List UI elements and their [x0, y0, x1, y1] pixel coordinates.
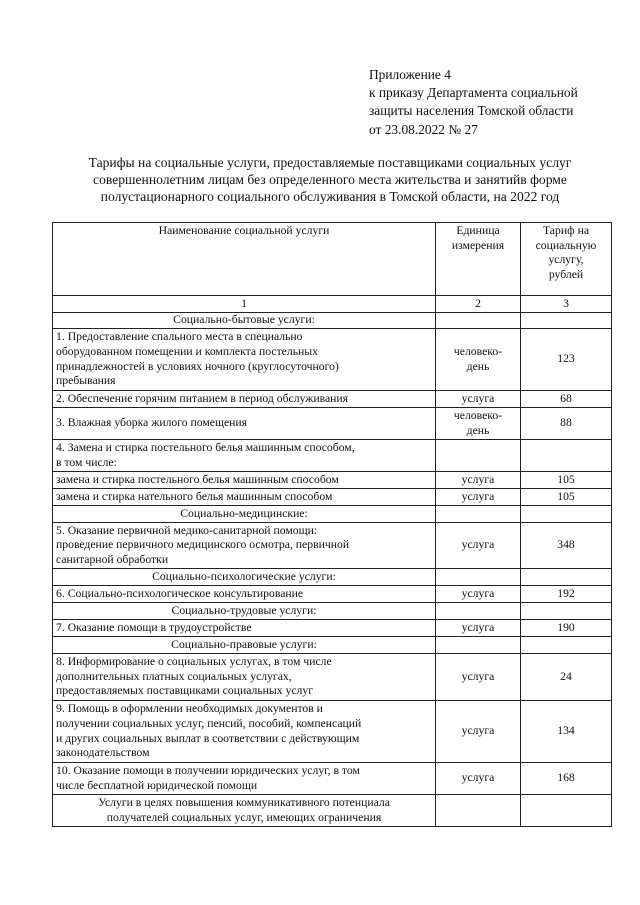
appendix-line: Приложение 4: [369, 67, 451, 82]
service-name-line: и других социальных выплат в соответствии с действующим: [56, 731, 360, 745]
section-name-line: Услуги в целях повышения коммуникативного потенциала: [98, 795, 390, 809]
section-price-cell: [521, 569, 612, 586]
appendix-block: [369, 66, 631, 139]
service-name-line: 4. Замена и стирка постельного белья машинным способом,: [56, 440, 355, 454]
price-cell: 348: [521, 523, 612, 569]
price-cell: 88: [521, 408, 612, 440]
unit-cell: [436, 523, 521, 569]
table-row: [53, 620, 612, 637]
table-row: [53, 654, 612, 701]
section-unit-cell: [436, 569, 521, 586]
service-name: [53, 701, 436, 763]
unit-cell: [436, 620, 521, 637]
table-row: [53, 701, 612, 763]
table-row: [53, 523, 612, 569]
section-price-cell: [521, 506, 612, 523]
unit-cell: [436, 654, 521, 701]
tariff-table: [52, 222, 612, 827]
price-cell: 123: [521, 329, 612, 391]
unit-line: день: [466, 423, 490, 437]
service-name-line: замена и стирка постельного белья машинным способом: [56, 472, 339, 486]
service-name-line: законодательством: [56, 746, 150, 760]
column-number: 1: [53, 296, 436, 313]
service-name: [53, 586, 436, 603]
price-cell: 105: [521, 472, 612, 489]
section-price-cell: [521, 637, 612, 654]
service-name: [53, 329, 436, 391]
service-name-line: проведение первичного медицинского осмотра, первичной: [56, 538, 350, 552]
price-cell: [521, 440, 612, 472]
section-price-cell: [521, 603, 612, 620]
title-line: Тарифы на социальные услуги, предоставляемые поставщиками социальных услуг: [88, 155, 572, 170]
section-unit-cell: [436, 637, 521, 654]
service-name: [53, 763, 436, 795]
price-cell: 68: [521, 391, 612, 408]
service-name-line: числе бесплатной юридической помощи: [56, 778, 258, 792]
column-number: 2: [436, 296, 521, 313]
unit-line: человеко-: [453, 408, 503, 422]
unit-cell: [436, 391, 521, 408]
price-cell: 134: [521, 701, 612, 763]
service-name-line: 9. Помощь в оформлении необходимых документов и: [56, 702, 323, 716]
unit-cell: [436, 701, 521, 763]
header-tariff-line: услугу,: [548, 253, 584, 267]
unit-line: услуга: [461, 472, 495, 486]
service-name: [53, 523, 436, 569]
service-name-line: 6. Социально-психологическое консультирование: [56, 586, 304, 600]
service-name-line: 7. Оказание помощи в трудоустройстве: [56, 620, 252, 634]
unit-line: услуга: [461, 620, 495, 634]
section-name: Социально-медицинские:: [53, 506, 436, 523]
table-row: [53, 763, 612, 795]
table-row: [53, 391, 612, 408]
unit-line: услуга: [461, 771, 495, 785]
service-name-line: 3. Влажная уборка жилого помещения: [56, 416, 248, 430]
section-row: [53, 506, 612, 523]
table-header-row: [53, 223, 612, 296]
service-name: [53, 440, 436, 472]
section-row: [53, 313, 612, 329]
unit-cell: [436, 472, 521, 489]
service-name-line: 2. Обеспечение горячим питанием в период обслуживания: [56, 391, 349, 405]
section-name: [53, 795, 436, 827]
column-number-row: [53, 296, 612, 313]
service-name-line: получении социальных услуг, пенсий, пособий, компенсаций: [56, 716, 362, 730]
title-line: полустационарного социального обслуживания в Томской области, на 2022 год: [100, 189, 560, 204]
header-service-name: Наименование социальной услуги: [53, 223, 436, 296]
header-unit-line: измерения: [451, 238, 505, 252]
service-name-line: принадлежностей в условиях ночного (круглосуточного): [56, 359, 339, 373]
service-name-line: 1. Предоставление спального места в специально: [56, 330, 303, 344]
table-row: [53, 586, 612, 603]
unit-cell: [436, 489, 521, 506]
header-unit-line: Единица: [456, 224, 500, 237]
service-name-line: 10. Оказание помощи в получении юридических услуг, в том: [56, 763, 360, 777]
section-price-cell: [521, 313, 612, 329]
service-name: [53, 391, 436, 408]
header-unit: [436, 223, 521, 296]
service-name-line: оборудованном помещении и комплекта постельных: [56, 344, 318, 358]
service-name: [53, 472, 436, 489]
unit-line: услуга: [461, 586, 495, 600]
section-unit-cell: [436, 795, 521, 827]
unit-cell: [436, 440, 521, 472]
section-row: [53, 603, 612, 620]
section-name: Социально-бытовые услуги:: [53, 313, 436, 329]
appendix-line: от 23.08.2022 № 27: [369, 121, 478, 137]
unit-line: услуга: [461, 724, 495, 738]
price-cell: 192: [521, 586, 612, 603]
header-tariff: [521, 223, 612, 296]
section-unit-cell: [436, 506, 521, 523]
service-name: [53, 654, 436, 701]
unit-line: человеко-: [453, 344, 503, 358]
price-cell: 190: [521, 620, 612, 637]
table-row: [53, 440, 612, 472]
header-tariff-line: Тариф на: [542, 224, 590, 237]
unit-line: услуга: [461, 669, 495, 683]
price-cell: 105: [521, 489, 612, 506]
service-name-line: в том числе:: [56, 455, 117, 469]
title-line: совершеннолетним лицам без определенного места жительства и занятийв форме: [93, 172, 567, 187]
header-tariff-line: социальную: [535, 238, 597, 252]
section-price-cell: [521, 795, 612, 827]
section-unit-cell: [436, 603, 521, 620]
price-cell: 168: [521, 763, 612, 795]
unit-line: услуга: [461, 489, 495, 503]
appendix-line: защиты населения Томской области: [369, 103, 574, 119]
section-name: Социально-трудовые услуги:: [53, 603, 436, 620]
unit-cell: [436, 763, 521, 795]
service-name-line: 5. Оказание первичной медико-санитарной помощи:: [56, 523, 318, 537]
unit-line: услуга: [461, 538, 495, 552]
section-row: [53, 795, 612, 827]
table-row: [53, 489, 612, 506]
document-title: [40, 154, 620, 205]
service-name-line: замена и стирка нательного белья машинным способом: [56, 489, 333, 503]
price-cell: 24: [521, 654, 612, 701]
section-row: [53, 569, 612, 586]
section-name-line: получателей социальных услуг, имеющих ограничения: [106, 810, 382, 824]
table-row: [53, 408, 612, 440]
unit-cell: [436, 408, 521, 440]
service-name: [53, 620, 436, 637]
unit-cell: [436, 586, 521, 603]
section-name: Социально-психологические услуги:: [53, 569, 436, 586]
header-tariff-line: рублей: [548, 267, 584, 281]
service-name-line: дополнительных платных социальных услугах,: [56, 669, 292, 683]
table-row: [53, 472, 612, 489]
service-name: [53, 489, 436, 506]
unit-line: день: [466, 359, 490, 373]
section-name: Социально-правовые услуги:: [53, 637, 436, 654]
unit-cell: [436, 329, 521, 391]
section-unit-cell: [436, 313, 521, 329]
table-body: [53, 313, 612, 827]
appendix-line: к приказу Департамента социальной: [369, 85, 578, 101]
section-row: [53, 637, 612, 654]
service-name-line: пребывания: [56, 374, 116, 388]
service-name-line: предоставляемых поставщиками социальных услуг: [56, 684, 314, 698]
service-name: [53, 408, 436, 440]
service-name-line: 8. Информирование о социальных услугах, в том числе: [56, 655, 332, 669]
unit-line: услуга: [461, 391, 495, 405]
table-row: [53, 329, 612, 391]
service-name-line: санитарной обработки: [56, 552, 169, 566]
column-number: 3: [521, 296, 612, 313]
